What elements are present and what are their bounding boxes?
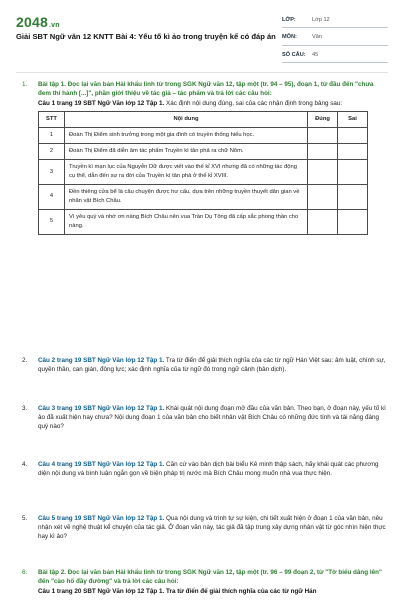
table-row: [39, 127, 368, 143]
question-label: Câu 1 trang 19 SBT Ngữ Văn lớp 12 Tập 1.: [38, 100, 165, 108]
question-number: 6.: [22, 569, 28, 576]
row-content: Đoàn Thị Điểm đã diễn âm tác phẩm Truyền kì tân phả ra chữ Nôm.: [65, 143, 308, 159]
col-header-stt: STT: [39, 112, 65, 127]
true-cell[interactable]: [308, 127, 338, 143]
question-label: Câu 1 trang 20 SBT Ngữ Văn lớp 12 Tập 1. Tra từ điển để giải thích nghĩa của các từ ngữ Hán: [38, 588, 317, 596]
exercise-heading: Bài tập 2. Đọc lại văn bản Hải khẩu linh từ trong SGK Ngữ văn 12, tập một (tr. 96 – 99 đoạn 2, từ "Tờ biểu dâng lên" đến "cảo hổ đầy đường" và trả lời các câu hỏi:: [38, 569, 382, 586]
row-stt: 4: [39, 184, 65, 209]
question-text: Khái quát nội dung đoạn mở đầu của văn bản. Theo bạn, ở đoạn này, yếu tố kì ảo đã xuất hiện hay chưa? Nội dung đoạn 1 của văn bản cho biết nhân vật Bích Châu có những đức tính và tài năng đáng quý nào?: [38, 405, 386, 431]
question-5: [22, 514, 388, 542]
meta-key: MÔN:: [282, 34, 297, 41]
table-row: [39, 143, 368, 159]
question-6: [22, 568, 388, 597]
question-label: Câu 3 trang 19 SBT Ngữ Văn lớp 12 Tập 1.: [38, 405, 165, 412]
meta-row-count: [282, 47, 388, 63]
meta-key: SỐ CÂU:: [282, 51, 306, 58]
question-number: 3.: [22, 405, 28, 412]
meta-key: LỚP:: [282, 16, 296, 23]
true-cell[interactable]: [308, 209, 338, 234]
document-header: [0, 0, 400, 74]
meta-value: Văn: [312, 34, 322, 41]
question-label: Câu 5 trang 19 SBT Ngữ Văn lớp 12 Tập 1.: [38, 515, 165, 522]
meta-row-subject: [282, 30, 388, 46]
logo-text: 2048: [16, 14, 48, 30]
true-false-table: [38, 111, 368, 234]
meta-value: Lớp 12: [312, 16, 330, 23]
true-cell[interactable]: [308, 159, 338, 184]
col-header-true: Đúng: [308, 112, 338, 127]
table-header-row: [39, 112, 368, 127]
row-content: Truyền kì mạn lục của Nguyễn Dữ được viết vào thế kỉ XVI nhưng đã có những tác động cụ thể, dẫn đến sự ra đời của Truyền kì tân phả ở thế kỉ XVIII.: [65, 159, 308, 184]
row-content: Đền thiêng cửa bể là câu chuyện được hư cấu, dựa trên những truyền thuyết dân gian về nhân vật Bích Châu.: [65, 184, 308, 209]
false-cell[interactable]: [338, 143, 368, 159]
meta-value: 45: [312, 51, 319, 58]
true-cell[interactable]: [308, 143, 338, 159]
header-divider: [16, 72, 388, 73]
meta-row-class: [282, 12, 388, 28]
site-logo[interactable]: [16, 12, 60, 32]
question-2: [22, 356, 388, 375]
col-header-false: Sai: [338, 112, 368, 127]
question-label: Câu 4 trang 19 SBT Ngữ Văn lớp 12 Tập 1.: [38, 461, 165, 468]
question-text: Tra từ điển để giải thích nghĩa của các từ ngữ Hán Việt sau: âm luật, chính sự, quyền thần, can gián, đông lực; xác định nghĩa của từ ngữ đó trong ngữ cảnh (bản dịch).: [38, 357, 386, 374]
row-stt: 2: [39, 143, 65, 159]
question-4: [22, 460, 388, 479]
document-title: Giải SBT Ngữ văn 12 KNTT Bài 4: Yếu tố kì ảo trong truyện kể có đáp án: [16, 32, 276, 41]
question-text: Qua nội dung và trình tự sự kiện, chi tiết xuất hiện ở đoạn 1 của văn bản, nêu nhận xét về nghệ thuật kể chuyện của tác giả. Ở đoạn văn này, tác giả đã tập trung xây dựng nhân vật từ góc nhìn hiện thực hay kì ảo?: [38, 515, 386, 541]
question-number: 5.: [22, 515, 28, 522]
question-number: 1.: [22, 81, 28, 88]
table-row: [39, 159, 368, 184]
question-3: [22, 404, 388, 432]
question-number: 2.: [22, 357, 28, 364]
question-label: Câu 2 trang 19 SBT Ngữ Văn lớp 12 Tập 1.: [38, 357, 165, 364]
row-content: Vì yêu quý và nhớ ơn nàng Bích Châu nên vua Trần Dụ Tông đã cấp sắc phong thần cho nàng.: [65, 209, 308, 234]
row-stt: 3: [39, 159, 65, 184]
question-1: [22, 80, 388, 235]
false-cell[interactable]: [338, 209, 368, 234]
false-cell[interactable]: [338, 159, 368, 184]
logo-suffix: .vn: [48, 22, 60, 29]
row-content: Đoàn Thị Điểm sinh trưởng trong một gia đình có truyền thống hiếu học.: [65, 127, 308, 143]
question-text: Xác định nội dung đúng, sai của các nhận định trong bảng sau:: [164, 100, 343, 108]
row-stt: 5: [39, 209, 65, 234]
true-cell[interactable]: [308, 184, 338, 209]
table-row: [39, 184, 368, 209]
question-number: 4.: [22, 461, 28, 468]
exercise-heading: Bài tập 1. Đọc lại văn bản Hải khẩu linh từ trong SGK Ngữ văn 12, tập một (tr. 94 – 95), đoạn 1, từ đầu đến "chưa đem thi hành [...]", phần giới thiệu về tác giả – tác phẩm và trả lời các câu hỏi:: [38, 81, 374, 98]
false-cell[interactable]: [338, 127, 368, 143]
col-header-content: Nội dung: [65, 112, 308, 127]
meta-panel: [282, 12, 388, 65]
question-text: Căn cứ vào bản dịch bài biểu Kê minh thập sách, hãy khái quát các phương diện nội dung và bình luận ngắn gọn về biện pháp trị nước mà Bích Châu mong muốn nhà vua thực hiện.: [38, 461, 379, 478]
row-stt: 1: [39, 127, 65, 143]
false-cell[interactable]: [338, 184, 368, 209]
table-row: [39, 209, 368, 234]
